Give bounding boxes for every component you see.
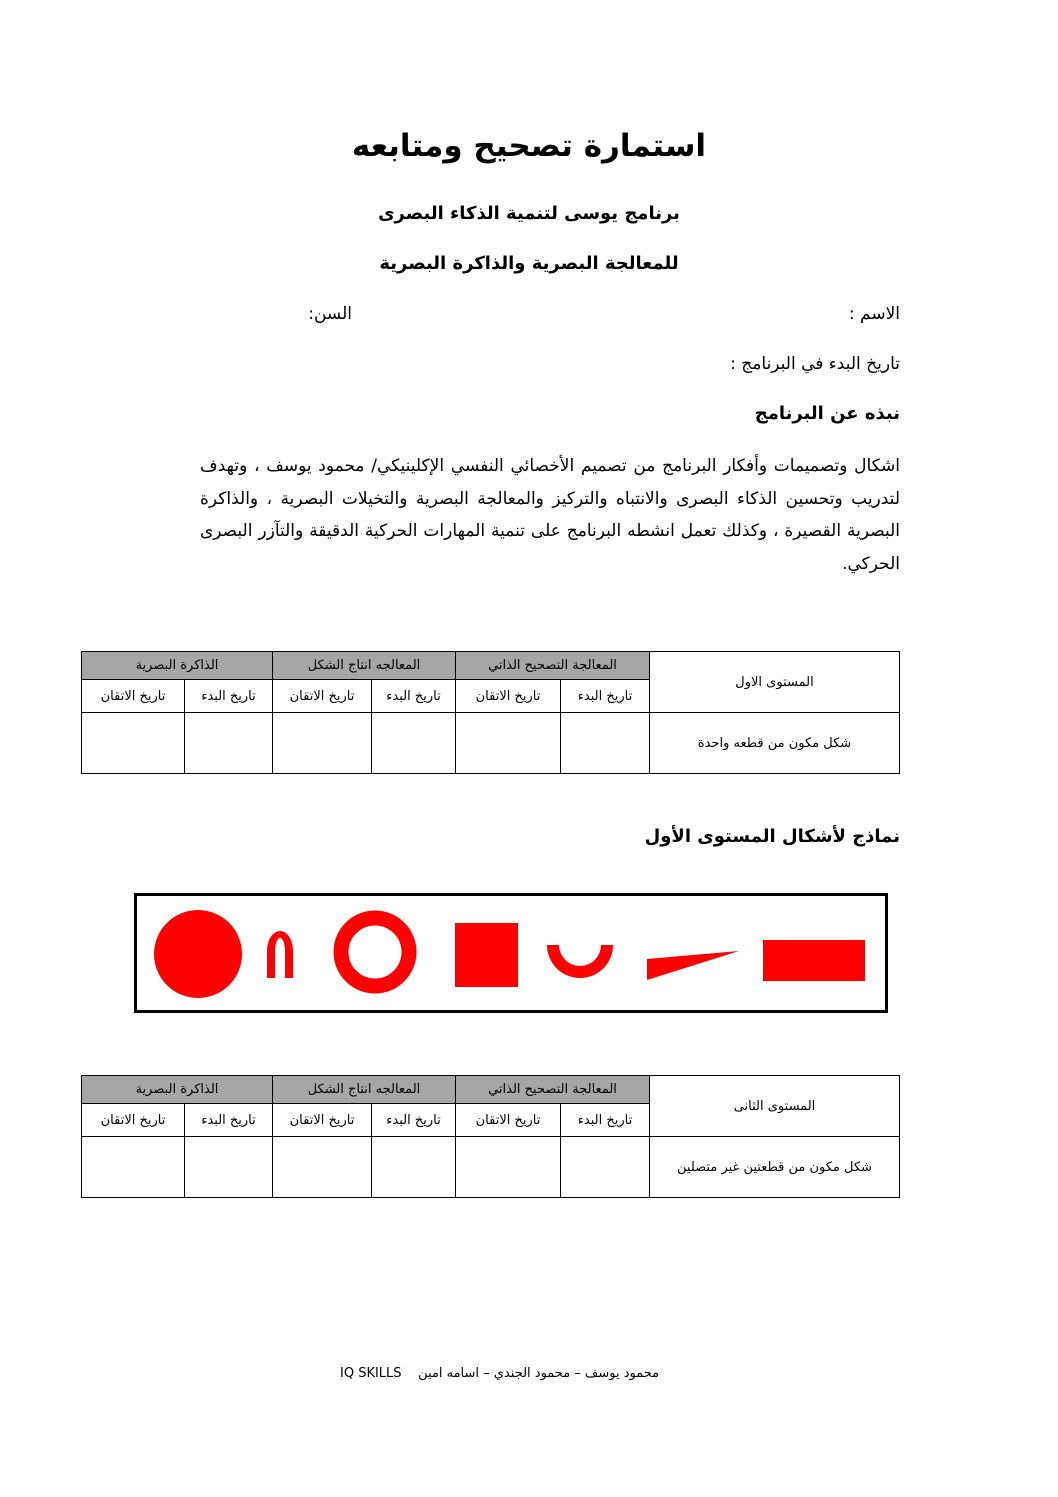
start-date-field-label: تاريخ البدء في البرنامج :	[730, 354, 900, 374]
date-cell[interactable]	[456, 1137, 561, 1198]
group-header-self-correction: المعالجة التصحيح الذاتي	[456, 1076, 650, 1104]
date-cell[interactable]	[82, 1137, 185, 1198]
start-date-header: تاريخ البدء	[372, 680, 456, 713]
level2-title: المستوى الثانى	[650, 1076, 900, 1137]
date-cell[interactable]	[82, 713, 185, 774]
start-date-header: تاريخ البدء	[185, 1104, 273, 1137]
date-cell[interactable]	[185, 1137, 273, 1198]
triangle-shape	[647, 951, 739, 980]
start-date-header: تاريخ البدء	[561, 1104, 650, 1137]
shapes-box	[134, 893, 888, 1013]
mastery-date-header: تاريخ الاتقان	[82, 680, 185, 713]
group-header-visual-memory: الذاكرة البصرية	[82, 652, 273, 680]
group-header-self-correction: المعالجة التصحيح الذاتي	[456, 652, 650, 680]
start-date-header: تاريخ البدء	[372, 1104, 456, 1137]
program-subtitle: برنامج يوسى لتنمية الذكاء البصرى	[378, 203, 680, 224]
half-ring-shape	[547, 945, 613, 978]
date-cell[interactable]	[372, 1137, 456, 1198]
level2-table	[81, 1075, 900, 1198]
date-cell[interactable]	[273, 1137, 372, 1198]
age-field-label: السن:	[308, 304, 352, 324]
level1-title: المستوى الاول	[650, 652, 900, 713]
mastery-date-header: تاريخ الاتقان	[273, 1104, 372, 1137]
footer	[340, 1366, 659, 1381]
start-date-header: تاريخ البدء	[561, 680, 650, 713]
mastery-date-header: تاريخ الاتقان	[82, 1104, 185, 1137]
mastery-date-header: تاريخ الاتقان	[273, 680, 372, 713]
about-heading: نبذه عن البرنامج	[754, 403, 900, 424]
ring-shape	[341, 918, 409, 986]
rectangle-shape	[763, 940, 865, 981]
arch-shape	[267, 931, 293, 978]
date-cell[interactable]	[456, 713, 561, 774]
date-cell[interactable]	[372, 713, 456, 774]
footer-authors: محمود يوسف – محمود الجندي – اسامه امين	[418, 1366, 660, 1381]
group-header-shape-production: المعالجه انتاج الشكل	[273, 1076, 456, 1104]
level2-description: شكل مكون من قطعتين غير متصلين	[650, 1137, 900, 1198]
about-paragraph: اشكال وتصميمات وأفكار البرنامج من تصميم الأخصائي النفسي الإكلينيكي/ محمود يوسف ، وتهدف لتدريب وتحسين الذكاء البصرى والانتباه والتركيز والمعالجة البصرية والتخيلات البصرية ، والذاكرة البصرية القصيرة ، وكذلك تعمل انشطه البرنامج على تنمية المهارات الحركية الدقيقة والتآزر البصرى الحركي.	[200, 456, 900, 574]
page-title: استمارة تصحيح ومتابعه	[351, 128, 707, 164]
start-date-header: تاريخ البدء	[185, 680, 273, 713]
date-cell[interactable]	[561, 1137, 650, 1198]
footer-brand: IQ SKILLS	[340, 1366, 402, 1381]
mastery-date-header: تاريخ الاتقان	[456, 680, 561, 713]
group-header-shape-production: المعالجه انتاج الشكل	[273, 652, 456, 680]
circle-shape	[154, 910, 242, 998]
date-cell[interactable]	[561, 713, 650, 774]
program-subtitle-2: للمعالجة البصرية والذاكرة البصرية	[379, 253, 679, 274]
level1-description: شكل مكون من قطعه واحدة	[650, 713, 900, 774]
samples-heading: نماذج لأشكال المستوى الأول	[644, 826, 900, 847]
mastery-date-header: تاريخ الاتقان	[456, 1104, 561, 1137]
date-cell[interactable]	[273, 713, 372, 774]
name-field-label: الاسم :	[848, 304, 900, 324]
date-cell[interactable]	[185, 713, 273, 774]
level1-table	[81, 651, 900, 774]
square-shape	[455, 923, 518, 987]
group-header-visual-memory: الذاكرة البصرية	[82, 1076, 273, 1104]
